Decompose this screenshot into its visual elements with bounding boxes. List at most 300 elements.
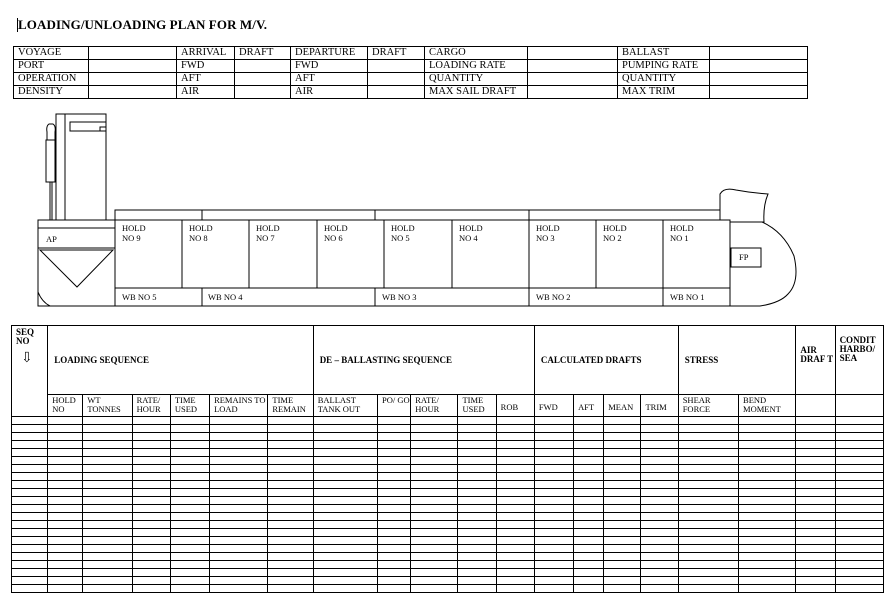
table-cell[interactable] bbox=[378, 577, 411, 585]
table-cell[interactable] bbox=[458, 489, 496, 497]
table-cell[interactable] bbox=[458, 505, 496, 513]
table-cell[interactable] bbox=[170, 537, 209, 545]
table-cell[interactable] bbox=[678, 505, 738, 513]
table-cell[interactable] bbox=[170, 417, 209, 425]
table-cell[interactable] bbox=[739, 545, 796, 553]
table-cell[interactable] bbox=[268, 433, 313, 441]
info-cell[interactable] bbox=[89, 73, 177, 86]
table-cell[interactable] bbox=[796, 537, 835, 545]
table-cell[interactable] bbox=[378, 561, 411, 569]
table-cell[interactable] bbox=[12, 569, 48, 577]
table-cell[interactable] bbox=[574, 473, 604, 481]
table-cell[interactable] bbox=[210, 433, 268, 441]
table-cell[interactable] bbox=[48, 497, 83, 505]
table-cell[interactable] bbox=[83, 577, 132, 585]
table-cell[interactable] bbox=[268, 457, 313, 465]
table-cell[interactable] bbox=[796, 521, 835, 529]
table-cell[interactable] bbox=[739, 433, 796, 441]
table-cell[interactable] bbox=[678, 433, 738, 441]
table-cell[interactable] bbox=[268, 441, 313, 449]
table-cell[interactable] bbox=[458, 473, 496, 481]
table-cell[interactable] bbox=[83, 449, 132, 457]
table-cell[interactable] bbox=[458, 577, 496, 585]
table-cell[interactable] bbox=[796, 561, 835, 569]
table-cell[interactable] bbox=[796, 449, 835, 457]
table-cell[interactable] bbox=[378, 497, 411, 505]
table-cell[interactable] bbox=[534, 497, 573, 505]
table-cell[interactable] bbox=[313, 553, 377, 561]
table-cell[interactable] bbox=[835, 449, 883, 457]
table-cell[interactable] bbox=[132, 585, 170, 593]
table-cell[interactable] bbox=[641, 465, 678, 473]
table-cell[interactable] bbox=[411, 553, 458, 561]
table-cell[interactable] bbox=[170, 489, 209, 497]
table-cell[interactable] bbox=[458, 457, 496, 465]
table-cell[interactable] bbox=[378, 449, 411, 457]
table-cell[interactable] bbox=[604, 497, 641, 505]
table-cell[interactable] bbox=[378, 465, 411, 473]
table-cell[interactable] bbox=[458, 553, 496, 561]
table-cell[interactable] bbox=[458, 569, 496, 577]
table-cell[interactable] bbox=[574, 489, 604, 497]
table-cell[interactable] bbox=[268, 545, 313, 553]
table-cell[interactable] bbox=[132, 433, 170, 441]
table-cell[interactable] bbox=[12, 553, 48, 561]
table-cell[interactable] bbox=[48, 441, 83, 449]
table-cell[interactable] bbox=[835, 489, 883, 497]
table-cell[interactable] bbox=[313, 537, 377, 545]
table-cell[interactable] bbox=[739, 457, 796, 465]
table-cell[interactable] bbox=[378, 457, 411, 465]
table-cell[interactable] bbox=[210, 545, 268, 553]
table-cell[interactable] bbox=[574, 417, 604, 425]
table-cell[interactable] bbox=[12, 497, 48, 505]
table-cell[interactable] bbox=[835, 545, 883, 553]
table-cell[interactable] bbox=[170, 585, 209, 593]
table-cell[interactable] bbox=[12, 417, 48, 425]
table-cell[interactable] bbox=[835, 585, 883, 593]
table-cell[interactable] bbox=[678, 465, 738, 473]
table-cell[interactable] bbox=[496, 433, 534, 441]
table-cell[interactable] bbox=[313, 513, 377, 521]
table-cell[interactable] bbox=[678, 577, 738, 585]
info-cell[interactable] bbox=[235, 86, 291, 99]
table-cell[interactable] bbox=[835, 577, 883, 585]
table-cell[interactable] bbox=[534, 457, 573, 465]
table-cell[interactable] bbox=[210, 521, 268, 529]
table-cell[interactable] bbox=[835, 497, 883, 505]
table-cell[interactable] bbox=[496, 513, 534, 521]
table-cell[interactable] bbox=[83, 481, 132, 489]
table-cell[interactable] bbox=[835, 529, 883, 537]
table-cell[interactable] bbox=[313, 561, 377, 569]
table-cell[interactable] bbox=[210, 457, 268, 465]
table-cell[interactable] bbox=[534, 513, 573, 521]
table-cell[interactable] bbox=[378, 513, 411, 521]
table-cell[interactable] bbox=[604, 417, 641, 425]
info-cell[interactable] bbox=[368, 86, 425, 99]
table-cell[interactable] bbox=[411, 441, 458, 449]
table-cell[interactable] bbox=[313, 425, 377, 433]
table-cell[interactable] bbox=[496, 521, 534, 529]
table-cell[interactable] bbox=[534, 545, 573, 553]
table-cell[interactable] bbox=[496, 585, 534, 593]
table-cell[interactable] bbox=[458, 449, 496, 457]
table-cell[interactable] bbox=[458, 441, 496, 449]
table-cell[interactable] bbox=[796, 553, 835, 561]
table-cell[interactable] bbox=[574, 577, 604, 585]
table-cell[interactable] bbox=[48, 513, 83, 521]
info-cell[interactable] bbox=[528, 86, 618, 99]
table-cell[interactable] bbox=[12, 457, 48, 465]
table-cell[interactable] bbox=[378, 489, 411, 497]
table-cell[interactable] bbox=[574, 505, 604, 513]
table-cell[interactable] bbox=[678, 545, 738, 553]
table-cell[interactable] bbox=[835, 521, 883, 529]
table-cell[interactable] bbox=[132, 465, 170, 473]
table-cell[interactable] bbox=[313, 433, 377, 441]
table-cell[interactable] bbox=[458, 465, 496, 473]
table-cell[interactable] bbox=[170, 473, 209, 481]
table-cell[interactable] bbox=[170, 433, 209, 441]
table-cell[interactable] bbox=[835, 433, 883, 441]
table-cell[interactable] bbox=[48, 585, 83, 593]
table-cell[interactable] bbox=[604, 577, 641, 585]
table-cell[interactable] bbox=[12, 481, 48, 489]
table-cell[interactable] bbox=[641, 497, 678, 505]
table-cell[interactable] bbox=[12, 585, 48, 593]
table-cell[interactable] bbox=[313, 569, 377, 577]
table-cell[interactable] bbox=[796, 585, 835, 593]
table-cell[interactable] bbox=[12, 521, 48, 529]
info-cell[interactable] bbox=[528, 73, 618, 86]
table-cell[interactable] bbox=[496, 481, 534, 489]
table-cell[interactable] bbox=[739, 553, 796, 561]
table-cell[interactable] bbox=[132, 561, 170, 569]
table-cell[interactable] bbox=[411, 561, 458, 569]
table-cell[interactable] bbox=[48, 553, 83, 561]
table-cell[interactable] bbox=[796, 545, 835, 553]
table-cell[interactable] bbox=[83, 545, 132, 553]
table-cell[interactable] bbox=[132, 545, 170, 553]
table-cell[interactable] bbox=[604, 513, 641, 521]
table-cell[interactable] bbox=[604, 569, 641, 577]
table-cell[interactable] bbox=[268, 529, 313, 537]
table-cell[interactable] bbox=[210, 465, 268, 473]
table-cell[interactable] bbox=[268, 585, 313, 593]
table-cell[interactable] bbox=[132, 529, 170, 537]
table-cell[interactable] bbox=[641, 521, 678, 529]
table-cell[interactable] bbox=[83, 521, 132, 529]
table-cell[interactable] bbox=[210, 425, 268, 433]
table-cell[interactable] bbox=[458, 497, 496, 505]
table-cell[interactable] bbox=[268, 417, 313, 425]
table-cell[interactable] bbox=[574, 545, 604, 553]
table-cell[interactable] bbox=[378, 585, 411, 593]
table-cell[interactable] bbox=[12, 529, 48, 537]
table-cell[interactable] bbox=[739, 521, 796, 529]
table-cell[interactable] bbox=[641, 481, 678, 489]
table-cell[interactable] bbox=[12, 433, 48, 441]
table-cell[interactable] bbox=[574, 521, 604, 529]
table-cell[interactable] bbox=[739, 441, 796, 449]
table-cell[interactable] bbox=[641, 425, 678, 433]
table-cell[interactable] bbox=[210, 513, 268, 521]
table-cell[interactable] bbox=[835, 441, 883, 449]
table-cell[interactable] bbox=[411, 585, 458, 593]
table-cell[interactable] bbox=[796, 505, 835, 513]
table-cell[interactable] bbox=[574, 449, 604, 457]
table-cell[interactable] bbox=[458, 585, 496, 593]
table-cell[interactable] bbox=[604, 505, 641, 513]
table-cell[interactable] bbox=[604, 425, 641, 433]
table-cell[interactable] bbox=[48, 417, 83, 425]
table-cell[interactable] bbox=[678, 473, 738, 481]
table-cell[interactable] bbox=[48, 433, 83, 441]
table-cell[interactable] bbox=[132, 553, 170, 561]
table-cell[interactable] bbox=[604, 521, 641, 529]
table-cell[interactable] bbox=[48, 481, 83, 489]
table-cell[interactable] bbox=[83, 553, 132, 561]
table-cell[interactable] bbox=[835, 481, 883, 489]
table-cell[interactable] bbox=[313, 473, 377, 481]
table-cell[interactable] bbox=[12, 473, 48, 481]
table-cell[interactable] bbox=[170, 553, 209, 561]
table-cell[interactable] bbox=[739, 529, 796, 537]
table-cell[interactable] bbox=[268, 473, 313, 481]
table-cell[interactable] bbox=[411, 417, 458, 425]
table-cell[interactable] bbox=[739, 473, 796, 481]
table-cell[interactable] bbox=[574, 529, 604, 537]
table-cell[interactable] bbox=[604, 441, 641, 449]
table-cell[interactable] bbox=[835, 561, 883, 569]
table-cell[interactable] bbox=[739, 537, 796, 545]
table-cell[interactable] bbox=[268, 513, 313, 521]
table-cell[interactable] bbox=[411, 545, 458, 553]
table-cell[interactable] bbox=[268, 521, 313, 529]
table-cell[interactable] bbox=[739, 577, 796, 585]
table-cell[interactable] bbox=[132, 473, 170, 481]
table-cell[interactable] bbox=[48, 489, 83, 497]
table-cell[interactable] bbox=[83, 585, 132, 593]
table-cell[interactable] bbox=[83, 465, 132, 473]
table-cell[interactable] bbox=[210, 577, 268, 585]
table-cell[interactable] bbox=[604, 481, 641, 489]
table-cell[interactable] bbox=[48, 473, 83, 481]
table-cell[interactable] bbox=[170, 505, 209, 513]
table-cell[interactable] bbox=[210, 569, 268, 577]
table-cell[interactable] bbox=[796, 465, 835, 473]
table-cell[interactable] bbox=[132, 497, 170, 505]
table-cell[interactable] bbox=[678, 553, 738, 561]
table-cell[interactable] bbox=[496, 505, 534, 513]
table-cell[interactable] bbox=[210, 537, 268, 545]
table-cell[interactable] bbox=[170, 465, 209, 473]
table-cell[interactable] bbox=[678, 457, 738, 465]
table-cell[interactable] bbox=[534, 553, 573, 561]
table-cell[interactable] bbox=[210, 505, 268, 513]
table-cell[interactable] bbox=[378, 473, 411, 481]
table-cell[interactable] bbox=[835, 537, 883, 545]
table-cell[interactable] bbox=[170, 449, 209, 457]
table-cell[interactable] bbox=[210, 481, 268, 489]
table-cell[interactable] bbox=[641, 513, 678, 521]
table-cell[interactable] bbox=[678, 513, 738, 521]
table-cell[interactable] bbox=[12, 577, 48, 585]
table-cell[interactable] bbox=[411, 449, 458, 457]
table-cell[interactable] bbox=[534, 505, 573, 513]
table-cell[interactable] bbox=[796, 569, 835, 577]
table-cell[interactable] bbox=[313, 449, 377, 457]
table-cell[interactable] bbox=[574, 497, 604, 505]
table-cell[interactable] bbox=[268, 449, 313, 457]
table-cell[interactable] bbox=[574, 465, 604, 473]
table-cell[interactable] bbox=[678, 489, 738, 497]
table-cell[interactable] bbox=[604, 553, 641, 561]
table-cell[interactable] bbox=[678, 441, 738, 449]
table-cell[interactable] bbox=[268, 569, 313, 577]
table-cell[interactable] bbox=[313, 481, 377, 489]
info-cell[interactable] bbox=[368, 60, 425, 73]
table-cell[interactable] bbox=[835, 425, 883, 433]
table-cell[interactable] bbox=[678, 537, 738, 545]
table-cell[interactable] bbox=[170, 457, 209, 465]
table-cell[interactable] bbox=[739, 465, 796, 473]
table-cell[interactable] bbox=[170, 529, 209, 537]
info-cell[interactable] bbox=[235, 60, 291, 73]
table-cell[interactable] bbox=[83, 505, 132, 513]
table-cell[interactable] bbox=[83, 473, 132, 481]
table-cell[interactable] bbox=[604, 489, 641, 497]
table-cell[interactable] bbox=[132, 577, 170, 585]
table-cell[interactable] bbox=[496, 449, 534, 457]
table-cell[interactable] bbox=[132, 449, 170, 457]
table-cell[interactable] bbox=[835, 417, 883, 425]
table-cell[interactable] bbox=[83, 561, 132, 569]
table-cell[interactable] bbox=[604, 537, 641, 545]
table-cell[interactable] bbox=[411, 489, 458, 497]
table-cell[interactable] bbox=[132, 441, 170, 449]
table-cell[interactable] bbox=[210, 441, 268, 449]
table-cell[interactable] bbox=[132, 569, 170, 577]
info-cell[interactable] bbox=[710, 60, 808, 73]
table-cell[interactable] bbox=[48, 569, 83, 577]
table-cell[interactable] bbox=[534, 465, 573, 473]
info-cell[interactable] bbox=[89, 60, 177, 73]
table-cell[interactable] bbox=[313, 457, 377, 465]
table-cell[interactable] bbox=[210, 449, 268, 457]
table-cell[interactable] bbox=[739, 561, 796, 569]
table-cell[interactable] bbox=[739, 497, 796, 505]
table-cell[interactable] bbox=[83, 497, 132, 505]
table-cell[interactable] bbox=[12, 489, 48, 497]
table-cell[interactable] bbox=[268, 505, 313, 513]
table-cell[interactable] bbox=[641, 553, 678, 561]
table-cell[interactable] bbox=[411, 577, 458, 585]
table-cell[interactable] bbox=[313, 441, 377, 449]
table-cell[interactable] bbox=[411, 497, 458, 505]
table-cell[interactable] bbox=[678, 481, 738, 489]
table-cell[interactable] bbox=[604, 433, 641, 441]
table-cell[interactable] bbox=[411, 457, 458, 465]
table-cell[interactable] bbox=[458, 481, 496, 489]
table-cell[interactable] bbox=[12, 513, 48, 521]
table-cell[interactable] bbox=[641, 569, 678, 577]
table-cell[interactable] bbox=[534, 569, 573, 577]
table-cell[interactable] bbox=[796, 481, 835, 489]
table-cell[interactable] bbox=[496, 489, 534, 497]
table-cell[interactable] bbox=[604, 585, 641, 593]
table-cell[interactable] bbox=[411, 521, 458, 529]
table-cell[interactable] bbox=[574, 513, 604, 521]
table-cell[interactable] bbox=[132, 521, 170, 529]
table-cell[interactable] bbox=[210, 585, 268, 593]
table-cell[interactable] bbox=[378, 553, 411, 561]
table-cell[interactable] bbox=[739, 505, 796, 513]
table-cell[interactable] bbox=[132, 489, 170, 497]
table-cell[interactable] bbox=[739, 513, 796, 521]
table-cell[interactable] bbox=[835, 513, 883, 521]
table-cell[interactable] bbox=[574, 433, 604, 441]
table-cell[interactable] bbox=[641, 417, 678, 425]
table-cell[interactable] bbox=[411, 505, 458, 513]
table-cell[interactable] bbox=[48, 537, 83, 545]
table-cell[interactable] bbox=[796, 529, 835, 537]
table-cell[interactable] bbox=[739, 449, 796, 457]
table-cell[interactable] bbox=[574, 425, 604, 433]
table-cell[interactable] bbox=[458, 529, 496, 537]
table-cell[interactable] bbox=[411, 465, 458, 473]
table-cell[interactable] bbox=[170, 425, 209, 433]
table-cell[interactable] bbox=[210, 417, 268, 425]
table-cell[interactable] bbox=[458, 417, 496, 425]
table-cell[interactable] bbox=[574, 441, 604, 449]
table-cell[interactable] bbox=[411, 569, 458, 577]
table-cell[interactable] bbox=[574, 569, 604, 577]
table-cell[interactable] bbox=[313, 489, 377, 497]
table-cell[interactable] bbox=[378, 505, 411, 513]
table-cell[interactable] bbox=[83, 433, 132, 441]
table-cell[interactable] bbox=[835, 465, 883, 473]
table-cell[interactable] bbox=[796, 433, 835, 441]
table-cell[interactable] bbox=[268, 497, 313, 505]
table-cell[interactable] bbox=[170, 577, 209, 585]
table-cell[interactable] bbox=[796, 497, 835, 505]
table-cell[interactable] bbox=[83, 569, 132, 577]
table-cell[interactable] bbox=[574, 481, 604, 489]
table-cell[interactable] bbox=[534, 529, 573, 537]
table-cell[interactable] bbox=[641, 537, 678, 545]
info-cell[interactable] bbox=[368, 73, 425, 86]
table-cell[interactable] bbox=[604, 465, 641, 473]
table-cell[interactable] bbox=[496, 529, 534, 537]
table-cell[interactable] bbox=[641, 561, 678, 569]
table-cell[interactable] bbox=[170, 569, 209, 577]
table-cell[interactable] bbox=[170, 545, 209, 553]
table-cell[interactable] bbox=[496, 473, 534, 481]
table-cell[interactable] bbox=[678, 417, 738, 425]
table-cell[interactable] bbox=[835, 569, 883, 577]
info-cell[interactable] bbox=[710, 86, 808, 99]
table-cell[interactable] bbox=[641, 449, 678, 457]
table-cell[interactable] bbox=[170, 481, 209, 489]
table-cell[interactable] bbox=[641, 577, 678, 585]
table-cell[interactable] bbox=[739, 425, 796, 433]
info-cell[interactable] bbox=[89, 86, 177, 99]
table-cell[interactable] bbox=[83, 489, 132, 497]
table-cell[interactable] bbox=[268, 465, 313, 473]
table-cell[interactable] bbox=[796, 425, 835, 433]
